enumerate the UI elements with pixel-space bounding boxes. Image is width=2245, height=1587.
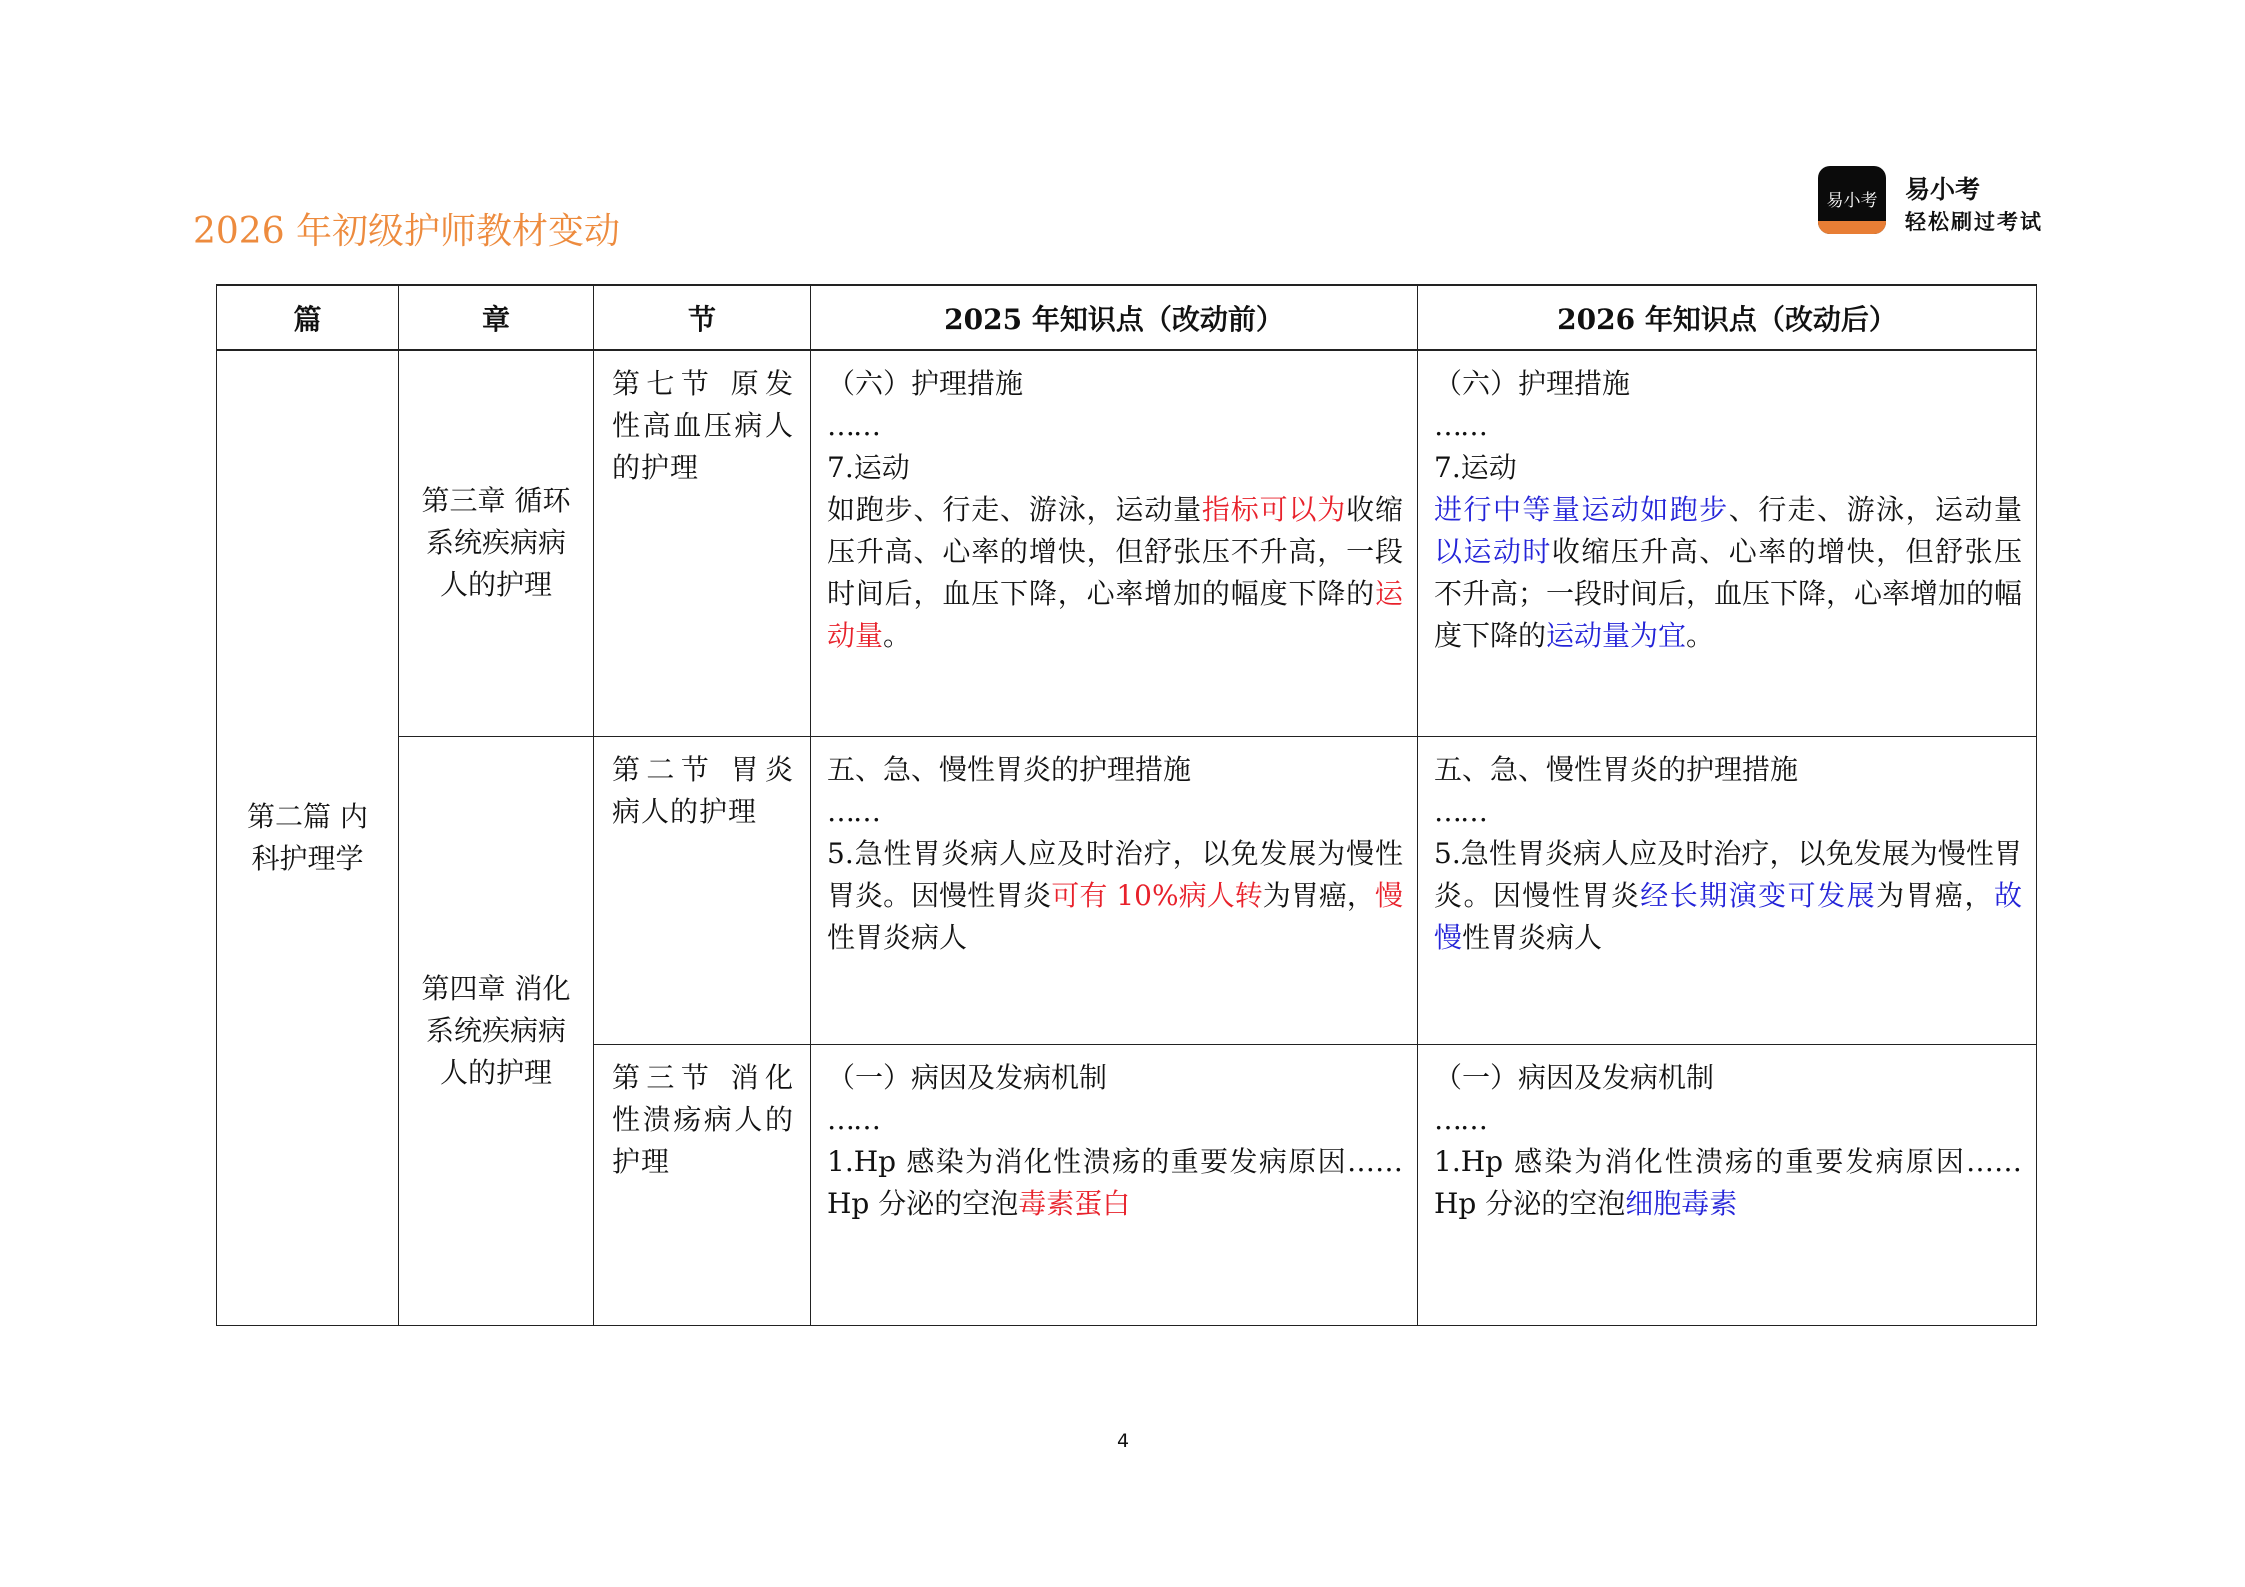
brand-logo-icon — [1818, 166, 1886, 234]
after-cell — [1418, 350, 2037, 736]
text-segment: 性胃炎病人 — [827, 920, 968, 954]
text-segment: 。 — [1686, 619, 1715, 652]
section-label: 第三节 消化性溃疡病人的护理 — [612, 1060, 794, 1178]
table-header-row — [217, 285, 2037, 350]
after-cell — [1418, 736, 2037, 1044]
table-row — [217, 350, 2037, 736]
before-ellipsis: …… — [827, 409, 879, 442]
column-header-section: 节 — [594, 285, 811, 350]
column-header-pian: 篇 — [217, 285, 399, 350]
section-cell — [594, 350, 811, 736]
after-item: 7.运动 — [1434, 451, 1517, 484]
after-body — [1434, 489, 2022, 657]
before-item: 7.运动 — [827, 451, 910, 484]
added-text: 细胞毒素 — [1625, 1186, 1738, 1220]
text-segment: 、行走、游泳，运动量 — [1728, 493, 2022, 526]
added-text: 经长期演变可发展 — [1640, 878, 1877, 912]
removed-text: 指标可以为 — [1201, 493, 1347, 526]
removed-text: 毒素蛋白 — [1018, 1186, 1131, 1220]
text-segment: 收缩压升高、心率的增快，但舒张压不升高，一段时间后，血压下降，心率增加的幅度下降的 — [827, 493, 1403, 610]
removed-text: 运动量 — [827, 577, 1403, 652]
chapter-label: 第三章 循环系统疾病病人的护理 — [421, 484, 571, 602]
after-body — [1434, 833, 2022, 959]
text-segment: 1.Hp 感染为消化性溃疡的重要发病原因……Hp 分泌的空泡 — [827, 1144, 1403, 1220]
column-header-before: 2025 年知识点（改动前） — [811, 285, 1418, 350]
removed-text: 慢 — [1374, 878, 1403, 912]
after-ellipsis: …… — [1434, 1102, 1486, 1136]
text-segment: 5.急性胃炎病人应及时治疗，以免发展为慢性胃炎。因慢性胃炎 — [827, 836, 1403, 912]
before-heading: （一）病因及发病机制 — [827, 1060, 1108, 1094]
brand-slogan: 轻松刷过考试 — [1905, 210, 2043, 234]
text-segment: 为胃癌， — [1876, 878, 1994, 912]
chapter-label: 第四章 消化系统疾病病人的护理 — [421, 971, 571, 1089]
before-body — [827, 1141, 1403, 1225]
pian-cell — [217, 350, 399, 1325]
pian-label: 第二篇 内科护理学 — [247, 799, 368, 875]
removed-text: 可有 10%病人转 — [1051, 878, 1263, 912]
changes-table — [216, 284, 2037, 1326]
after-heading: （一）病因及发病机制 — [1434, 1060, 1715, 1094]
before-heading: （六）护理措施 — [827, 367, 1024, 400]
text-segment: 5.急性胃炎病人应及时治疗，以免发展为慢性胃炎。因慢性胃炎 — [1434, 836, 2022, 912]
before-body — [827, 833, 1403, 959]
section-label: 第二节 胃炎病人的护理 — [612, 752, 794, 828]
text-segment: 如跑步、行走、游泳，运动量 — [827, 493, 1202, 526]
before-cell — [811, 350, 1418, 736]
before-cell — [811, 1044, 1418, 1325]
added-text: 运动量为宜 — [1546, 619, 1687, 652]
page-title: 2026 年初级护师教材变动 — [193, 211, 621, 252]
after-heading: 五、急、慢性胃炎的护理措施 — [1434, 752, 1799, 786]
after-ellipsis: …… — [1434, 794, 1486, 828]
section-cell — [594, 1044, 811, 1325]
text-segment: 1.Hp 感染为消化性溃疡的重要发病原因……Hp 分泌的空泡 — [1434, 1144, 2022, 1220]
after-ellipsis: …… — [1434, 409, 1486, 442]
section-cell — [594, 736, 811, 1044]
brand-name: 易小考 — [1905, 175, 1981, 204]
brand-logo-text: 易小考 — [1826, 191, 1878, 211]
before-cell — [811, 736, 1418, 1044]
added-text: 故慢 — [1434, 878, 2022, 954]
text-segment: 为胃癌， — [1262, 878, 1375, 912]
table-row — [217, 736, 2037, 1044]
after-cell — [1418, 1044, 2037, 1325]
column-header-after: 2026 年知识点（改动后） — [1418, 285, 2037, 350]
before-ellipsis: …… — [827, 794, 879, 828]
column-header-chapter: 章 — [399, 285, 594, 350]
added-text: 以运动时 — [1434, 535, 1552, 568]
before-body — [827, 489, 1403, 657]
after-heading: （六）护理措施 — [1434, 367, 1631, 400]
text-segment: 。 — [883, 619, 912, 652]
section-label: 第七节 原发性高血压病人的护理 — [612, 367, 794, 484]
before-ellipsis: …… — [827, 1102, 879, 1136]
text-segment: 性胃炎病人 — [1462, 920, 1603, 954]
brand-logo-band — [1818, 221, 1886, 234]
page-number: 4 — [1117, 1430, 1130, 1452]
before-heading: 五、急、慢性胃炎的护理措施 — [827, 752, 1192, 786]
chapter-cell — [399, 350, 594, 736]
added-text: 进行中等量运动如跑步 — [1434, 493, 1729, 526]
after-body — [1434, 1141, 2022, 1225]
text-segment: 收缩压升高、心率的增快，但舒张压不升高；一段时间后，血压下降，心率增加的幅度下降的 — [1434, 535, 2023, 652]
chapter-cell — [399, 736, 594, 1325]
